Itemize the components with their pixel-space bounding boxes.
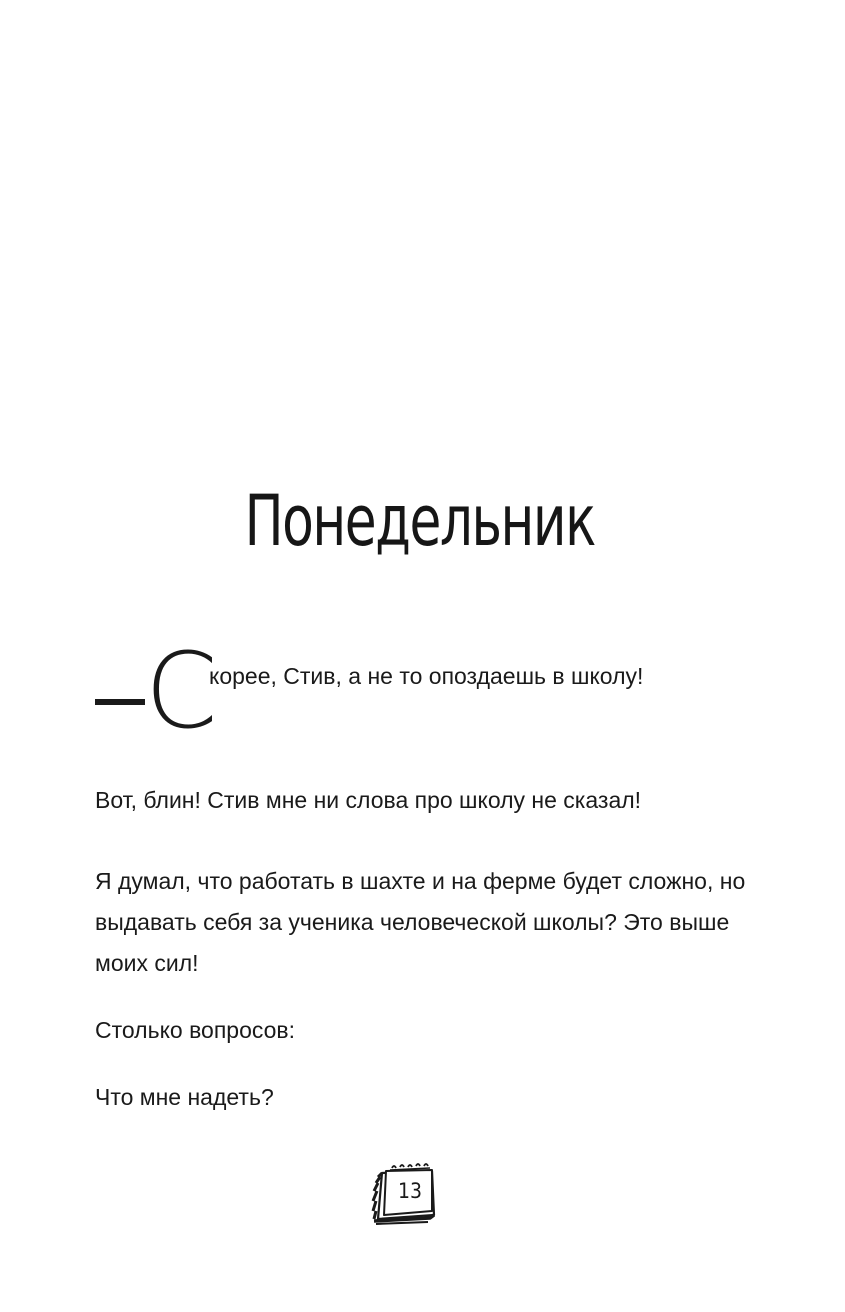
paragraph-2: Я думал, что работать в шахте и на ферме будет сложно, но выдавать себя за ученика человеческой школы? Это выше моих сил! [95, 868, 746, 976]
drop-cap-letter: С [145, 630, 218, 752]
page-number: 13 [397, 1179, 423, 1203]
opening-line [93, 630, 733, 752]
paragraph-4: Что мне надеть? [95, 1084, 274, 1110]
page-number-badge [370, 1161, 438, 1227]
paragraph-1: Вот, блин! Стив мне ни слова про школу не сказал! [95, 787, 642, 813]
paragraph-3: Столько вопросов: [95, 1017, 296, 1043]
em-dash [95, 699, 145, 705]
chapter-title: Понедельник [244, 479, 595, 562]
opening-line-text: корее, Стив, а не то опоздаешь в школу! [209, 663, 644, 689]
